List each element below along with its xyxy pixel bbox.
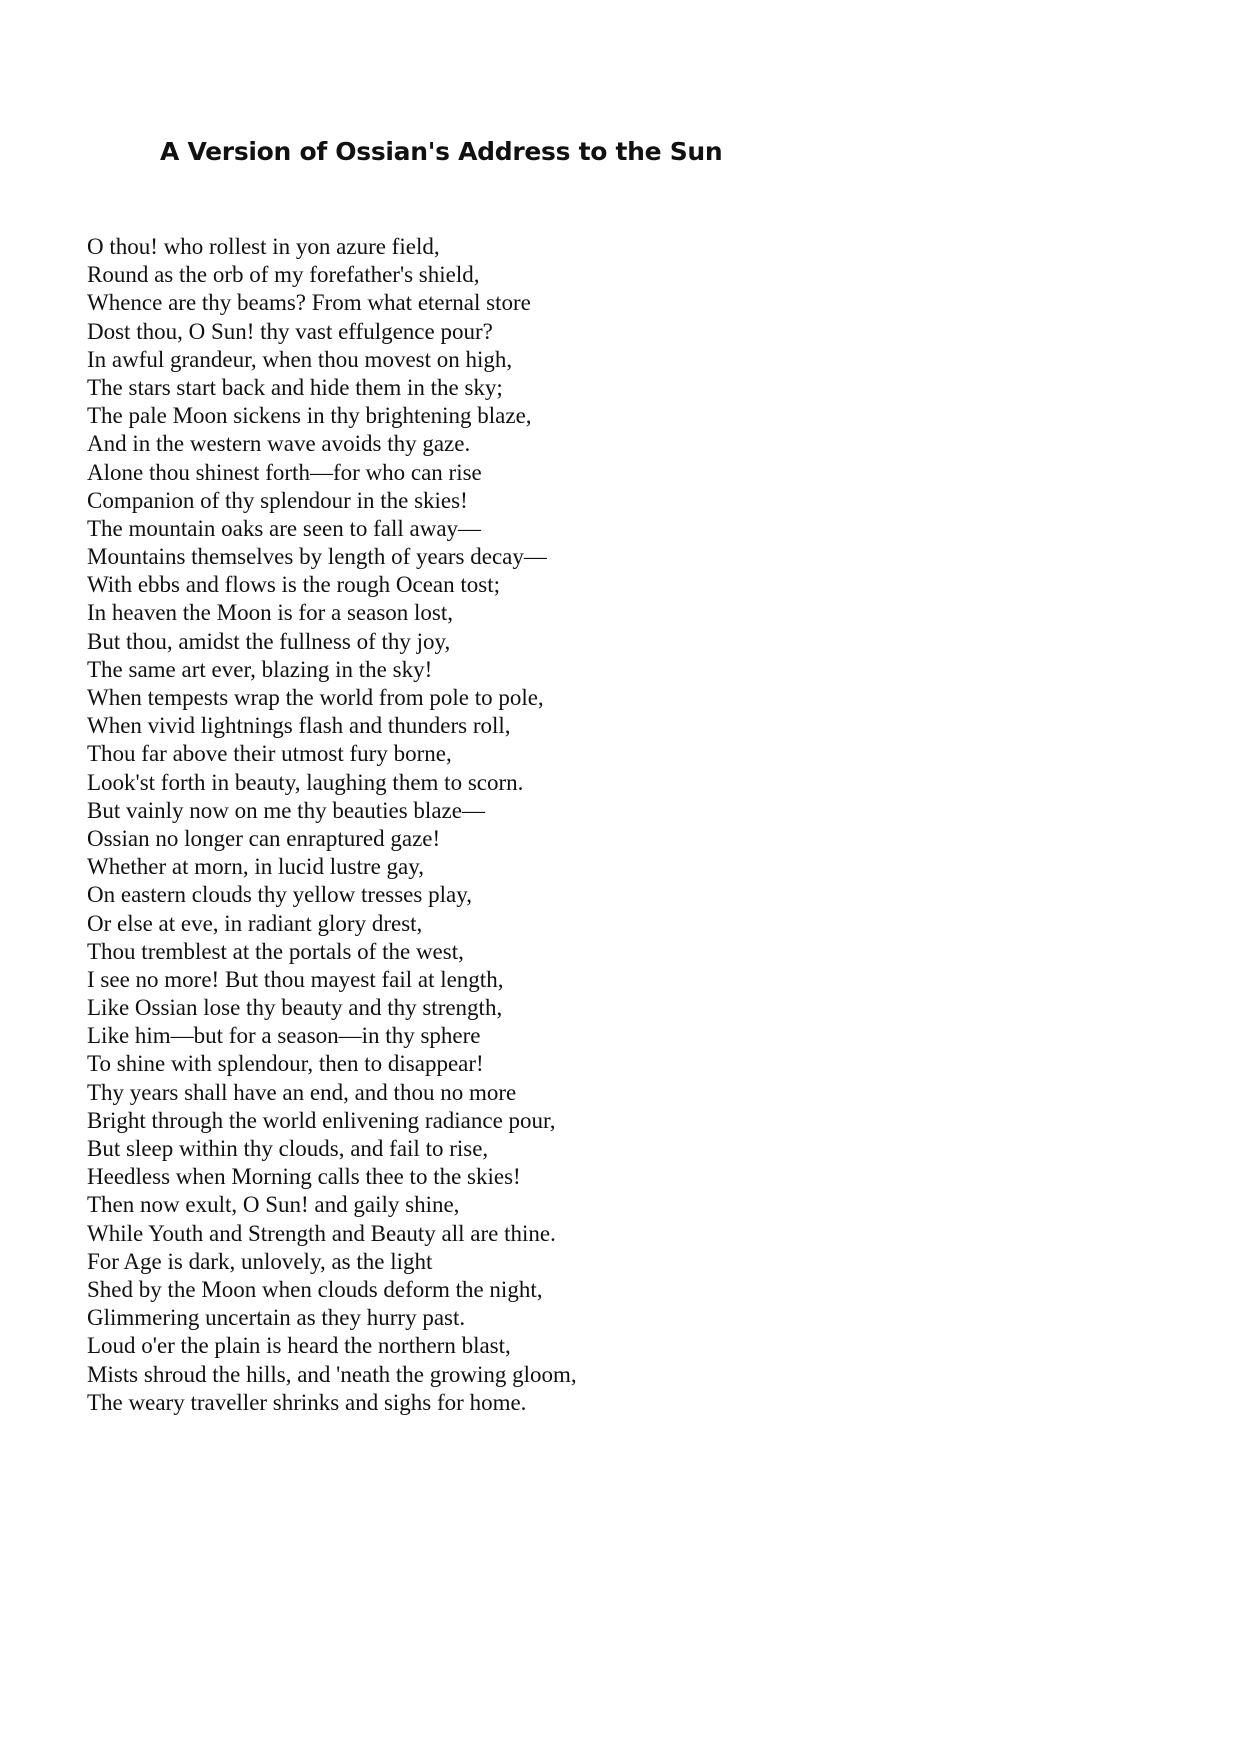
- poem-body: [87, 233, 577, 1417]
- poem-line: Dost thou, O Sun! thy vast effulgence pour?: [87, 318, 493, 344]
- poem-line: But vainly now on me thy beauties blaze—: [87, 797, 485, 823]
- poem-line: When vivid lightnings flash and thunders roll,: [87, 713, 511, 739]
- poem-line: Then now exult, O Sun! and gaily shine,: [87, 1192, 460, 1218]
- poem-line: Heedless when Morning calls thee to the skies!: [87, 1164, 521, 1190]
- poem-line: Round as the orb of my forefather's shield,: [87, 262, 480, 288]
- poem-line: But thou, amidst the fullness of thy joy,: [87, 628, 451, 654]
- poem-line: The same art ever, blazing in the sky!: [87, 656, 433, 682]
- poem-line: I see no more! But thou mayest fail at length,: [87, 966, 504, 992]
- poem-line: O thou! who rollest in yon azure field,: [87, 234, 440, 259]
- poem-line: Loud o'er the plain is heard the northern blast,: [87, 1333, 511, 1359]
- poem-line: Thou tremblest at the portals of the west,: [87, 938, 464, 964]
- poem-line: Glimmering uncertain as they hurry past.: [87, 1305, 466, 1331]
- poem-line: On eastern clouds thy yellow tresses play,: [87, 882, 472, 908]
- poem-line: And in the western wave avoids thy gaze.: [87, 431, 471, 457]
- poem-line: Ossian no longer can enraptured gaze!: [87, 825, 441, 851]
- poem-line: The stars start back and hide them in the sky;: [87, 374, 503, 400]
- poem-line: With ebbs and flows is the rough Ocean tost;: [87, 572, 501, 598]
- poem-title: A Version of Ossian's Address to the Sun: [160, 137, 723, 166]
- poem-line: Like Ossian lose thy beauty and thy strength,: [87, 995, 503, 1021]
- poem-line: Whence are thy beams? From what eternal store: [87, 290, 531, 316]
- poem-line: Thy years shall have an end, and thou no more: [87, 1079, 517, 1105]
- poem-line: In awful grandeur, when thou movest on high,: [87, 346, 513, 372]
- poem-line: Shed by the Moon when clouds deform the night,: [87, 1276, 543, 1302]
- poem-line: When tempests wrap the world from pole to pole,: [87, 685, 544, 710]
- poem-line: For Age is dark, unlovely, as the light: [87, 1248, 433, 1274]
- poem-line: Companion of thy splendour in the skies!: [87, 487, 468, 513]
- poem-line: But sleep within thy clouds, and fail to rise,: [87, 1136, 489, 1161]
- poem-line: While Youth and Strength and Beauty all are thine.: [87, 1220, 556, 1246]
- poem-line: Alone thou shinest forth—for who can rise: [87, 459, 482, 485]
- poem-line: Bright through the world enlivening radiance pour,: [87, 1107, 556, 1133]
- poem-line: In heaven the Moon is for a season lost,: [87, 600, 454, 626]
- poem-line: Like him—but for a season—in thy sphere: [87, 1023, 481, 1049]
- poem-line: Look'st forth in beauty, laughing them to scorn.: [87, 769, 524, 795]
- poem-line: The pale Moon sickens in thy brightening blaze,: [87, 403, 532, 429]
- poem-line: Or else at eve, in radiant glory drest,: [87, 910, 423, 936]
- poem-line: Mountains themselves by length of years decay—: [87, 544, 547, 570]
- poem-line: Mists shroud the hills, and 'neath the growing gloom,: [87, 1361, 577, 1387]
- poem-line: The mountain oaks are seen to fall away—: [87, 515, 482, 541]
- poem-line: The weary traveller shrinks and sighs for home.: [87, 1389, 527, 1415]
- poem-line: Whether at morn, in lucid lustre gay,: [87, 854, 425, 880]
- poem-line: Thou far above their utmost fury borne,: [87, 741, 452, 767]
- poem-line: To shine with splendour, then to disappear!: [87, 1051, 484, 1077]
